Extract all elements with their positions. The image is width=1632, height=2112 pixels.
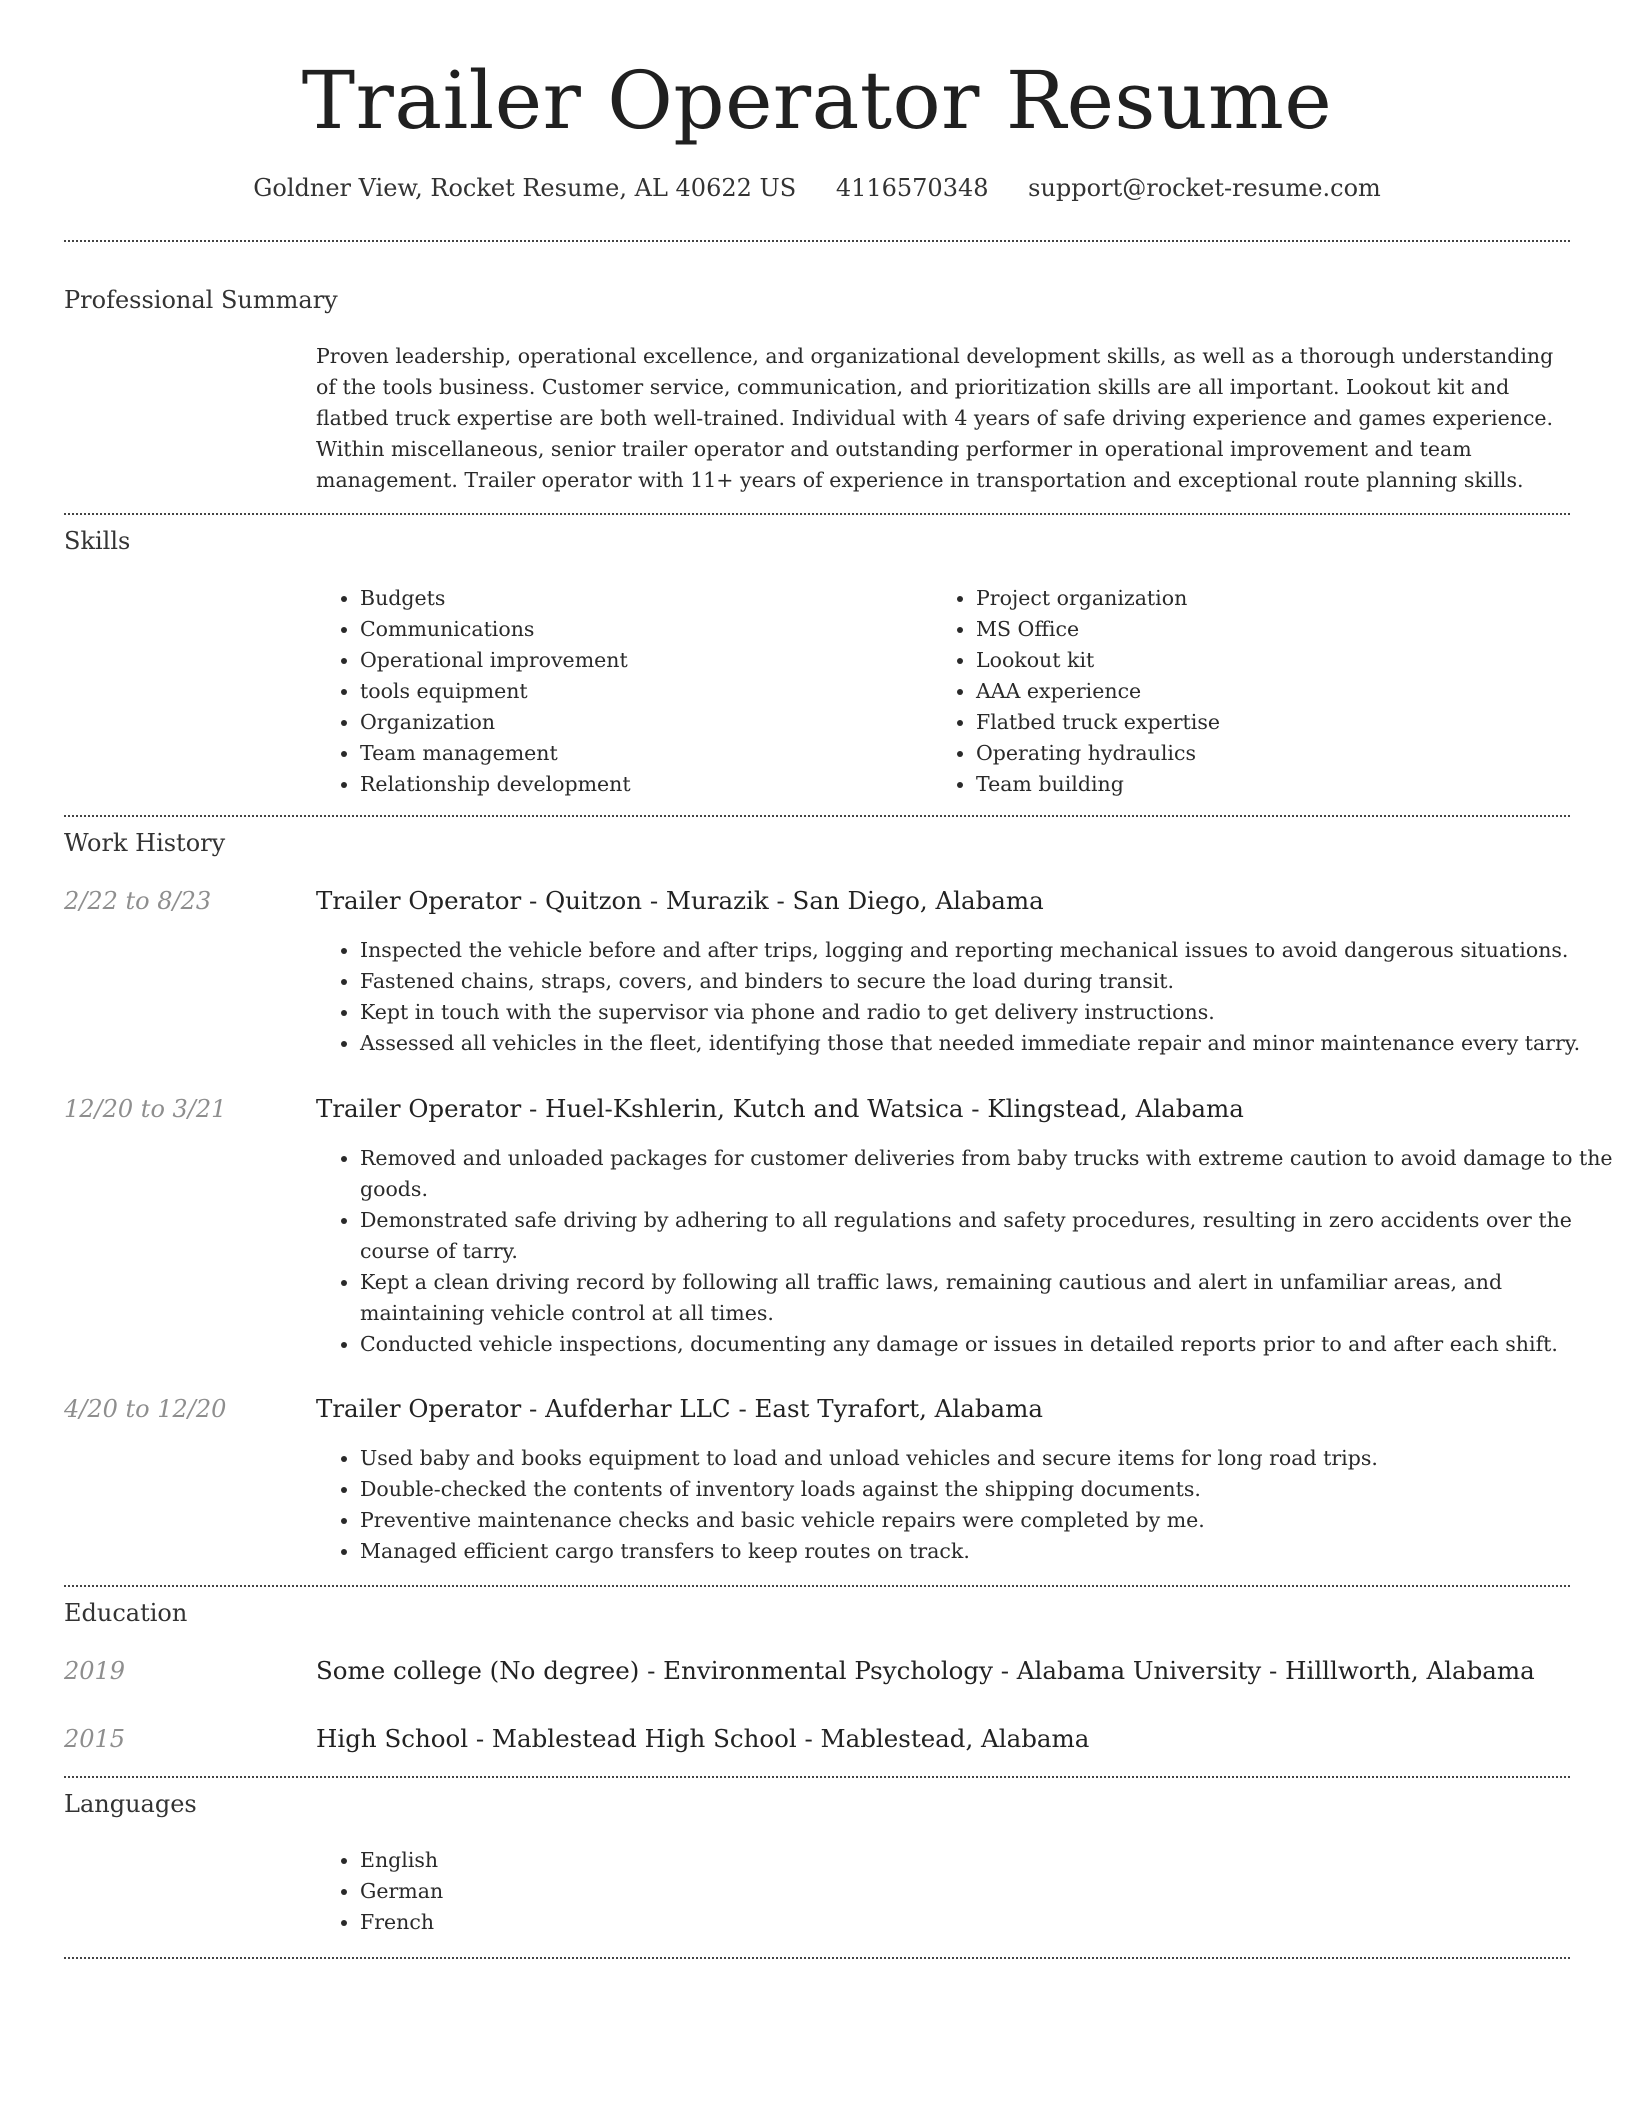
skill-item: • Operating hydraulics	[976, 738, 1576, 769]
job-bullet: • Kept in touch with the supervisor via phone and radio to get delivery instructions.	[360, 997, 1614, 1028]
section-divider	[64, 1957, 1570, 1959]
job-dates: 4/20 to 12/20	[64, 1395, 227, 1423]
job-bullet: • Managed efficient cargo transfers to keep routes on track.	[360, 1536, 1614, 1567]
education-year: 2015	[64, 1725, 126, 1753]
job-bullet: • Demonstrated safe driving by adhering to all regulations and safety procedures, resulting in zero accidents over the course of tarry.	[360, 1205, 1614, 1267]
work-heading: Work History	[64, 829, 226, 857]
skill-item: • Team building	[976, 769, 1576, 800]
skill-item: • Relationship development	[360, 769, 920, 800]
education-entry: Some college (No degree) - Environmental Psychology - Alabama University - Hilllworth, Alabama	[316, 1656, 1535, 1685]
section-divider	[64, 1585, 1570, 1587]
skills-heading: Skills	[64, 527, 131, 555]
job-bullet: • Assessed all vehicles in the fleet, identifying those that needed immediate repair and minor maintenance every tarry.	[360, 1028, 1614, 1059]
skills-list-right	[932, 583, 1576, 800]
skill-item: • Project organization	[976, 583, 1576, 614]
job-bullets	[316, 935, 1614, 1059]
job-bullet: • Inspected the vehicle before and after trips, logging and reporting mechanical issues to avoid dangerous situations.	[360, 935, 1614, 966]
skills-list-left	[316, 583, 920, 800]
job-bullet: • Preventive maintenance checks and basic vehicle repairs were completed by me.	[360, 1505, 1614, 1536]
job-bullet: • Conducted vehicle inspections, documenting any damage or issues in detailed reports prior to and after each shift.	[360, 1329, 1614, 1360]
job-bullet: • Kept a clean driving record by following all traffic laws, remaining cautious and alert in unfamiliar areas, and maintaining vehicle control at all times.	[360, 1267, 1614, 1329]
skill-item: • tools equipment	[360, 676, 920, 707]
skill-item: • AAA experience	[976, 676, 1576, 707]
job-bullet: • Fastened chains, straps, covers, and binders to secure the load during transit.	[360, 966, 1614, 997]
skill-item: • Budgets	[360, 583, 920, 614]
language-item: • French	[360, 1907, 960, 1938]
job-dates: 2/22 to 8/23	[64, 887, 212, 915]
skill-item: • Operational improvement	[360, 645, 920, 676]
section-divider	[64, 513, 1570, 515]
resume-title: Trailer Operator Resume	[301, 54, 1333, 147]
skill-item: • Communications	[360, 614, 920, 645]
job-bullet: • Removed and unloaded packages for customer deliveries from baby trucks with extreme caution to avoid damage to the goods.	[360, 1143, 1614, 1205]
job-bullets	[316, 1443, 1614, 1567]
education-entry: High School - Mablestead High School - Mablestead, Alabama	[316, 1724, 1090, 1753]
skill-item: • Organization	[360, 707, 920, 738]
language-item: • English	[360, 1845, 960, 1876]
job-dates: 12/20 to 3/21	[64, 1095, 227, 1123]
contact-email: support@rocket-resume.com	[1028, 174, 1381, 202]
summary-text: Proven leadership, operational excellence, and organizational development skills, as well as a thorough understanding of the tools business. Customer service, communication, and prioritization skills are all important. Lookout kit and flatbed truck expertise are both well-trained. Individual with 4 years of safe driving experience and games experience. Within miscellaneous, senior trailer operator and outstanding performer in operational improvement and team management. Trailer operator with 11+ years of experience in transportation and exceptional route planning skills.	[316, 344, 1554, 492]
education-year: 2019	[64, 1657, 126, 1685]
job-title: Trailer Operator - Aufderhar LLC - East Tyrafort, Alabama	[316, 1394, 1043, 1423]
skill-item: • Flatbed truck expertise	[976, 707, 1576, 738]
section-divider	[64, 240, 1570, 242]
skill-item: • Team management	[360, 738, 920, 769]
job-bullet: • Double-checked the contents of inventory loads against the shipping documents.	[360, 1474, 1614, 1505]
section-divider	[64, 815, 1570, 817]
job-bullets	[316, 1143, 1614, 1360]
contact-phone: 4116570348	[835, 174, 989, 202]
job-title: Trailer Operator - Quitzon - Murazik - San Diego, Alabama	[316, 886, 1044, 915]
job-bullet: • Used baby and books equipment to load and unload vehicles and secure items for long road trips.	[360, 1443, 1614, 1474]
section-divider	[64, 1776, 1570, 1778]
skill-item: • MS Office	[976, 614, 1576, 645]
job-title: Trailer Operator - Huel-Kshlerin, Kutch and Watsica - Klingstead, Alabama	[316, 1094, 1244, 1123]
contact-address: Goldner View, Rocket Resume, AL 40622 US	[253, 174, 797, 202]
languages-heading: Languages	[64, 1790, 197, 1818]
summary-heading: Professional Summary	[64, 286, 338, 314]
education-heading: Education	[64, 1599, 188, 1627]
contact-line	[64, 170, 1570, 206]
languages-list	[316, 1845, 960, 1938]
language-item: • German	[360, 1876, 960, 1907]
skill-item: • Lookout kit	[976, 645, 1576, 676]
